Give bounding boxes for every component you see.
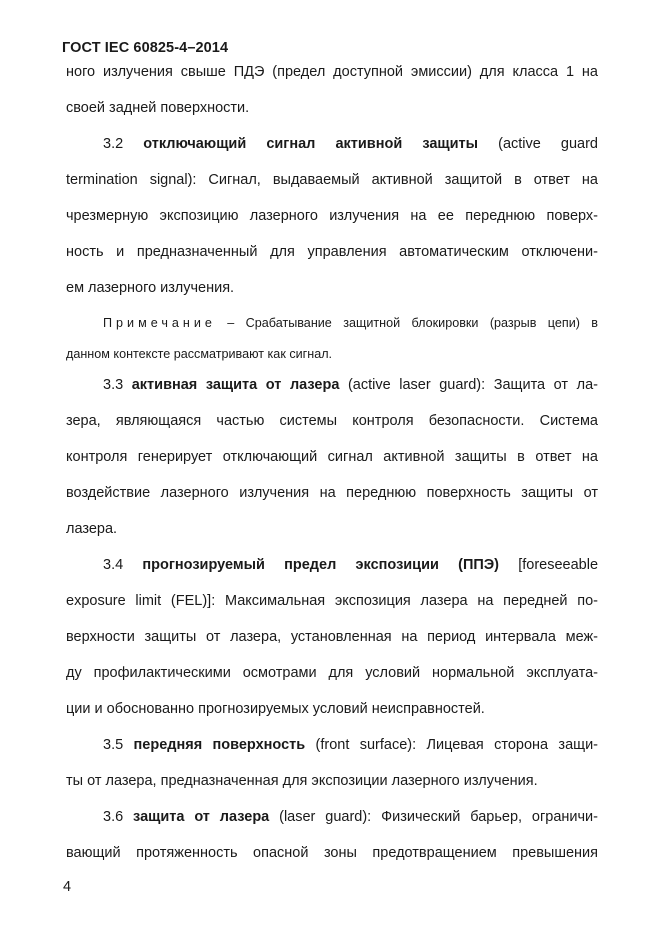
term-name: отключающий сигнал активной защиты <box>143 136 479 152</box>
term-name: защита от лазера <box>133 809 270 825</box>
term-3-4 <box>103 557 598 573</box>
text-line: контроля генерирует отключающий сигнал активной защиты в ответ на <box>66 449 598 465</box>
page-number: 4 <box>63 879 72 895</box>
term-3-6 <box>103 809 598 825</box>
term-3-3 <box>103 377 598 393</box>
term-number: 3.4 <box>103 557 124 573</box>
term-number: 3.2 <box>103 136 124 152</box>
term-name: активная защита от лазера <box>131 377 340 393</box>
text-line: лазера. <box>66 521 118 537</box>
text-line: ем лазерного излучения. <box>66 280 235 296</box>
text-line: верхности защиты от лазера, установленная на период интервала меж- <box>66 629 598 645</box>
text-line: ного излучения свыше ПДЭ (предел доступной эмиссии) для класса 1 на <box>66 64 598 80</box>
term-rest: (active guard <box>498 136 598 152</box>
term-rest: (laser guard): Физический барьер, ограничи- <box>279 809 598 825</box>
term-number: 3.6 <box>103 809 124 825</box>
text-line: ты от лазера, предназначенная для экспозиции лазерного излучения. <box>66 773 538 789</box>
text-line: exposure limit (FEL)]: Максимальная экспозиция лазера на передней по- <box>66 593 598 609</box>
text-line: своей задней поверхности. <box>66 100 250 116</box>
text-line: чрезмерную экспозицию лазерного излучения на ее переднюю поверх- <box>66 208 598 224</box>
term-number: 3.5 <box>103 737 124 753</box>
text-line: зера, являющаяся частью системы контроля безопасности. Система <box>66 413 598 429</box>
note-text: – Срабатывание защитной блокировки (разрыв цепи) в <box>227 316 598 330</box>
text-line: termination signal): Сигнал, выдаваемый активной защитой в ответ на <box>66 172 598 188</box>
term-rest: [foreseeable <box>518 557 599 573</box>
note-line <box>103 316 598 330</box>
term-3-5 <box>103 737 598 753</box>
term-name: передняя поверхность <box>133 737 306 753</box>
text-line: вающий протяженность опасной зоны предотвращением превышения <box>66 845 598 861</box>
text-line: ность и предназначенный для управления автоматическим отключени- <box>66 244 598 260</box>
term-number: 3.3 <box>103 377 124 393</box>
note-label: Примечание <box>103 316 216 330</box>
term-3-2 <box>103 136 598 152</box>
note-line: данном контексте рассматривают как сигнал. <box>66 347 333 361</box>
document-header: ГОСТ IEC 60825-4–2014 <box>62 40 229 56</box>
text-line: воздействие лазерного излучения на переднюю поверхность защиты от <box>66 485 598 501</box>
term-rest: (active laser guard): Защита от ла- <box>347 377 598 393</box>
term-rest: (front surface): Лицевая сторона защи- <box>315 737 599 753</box>
text-line: ции и обоснованно прогнозируемых условий неисправностей. <box>66 701 485 717</box>
term-name: прогнозируемый предел экспозиции (ППЭ) <box>142 557 499 573</box>
text-line: ду профилактическими осмотрами для условий нормальной эксплуата- <box>66 665 598 681</box>
